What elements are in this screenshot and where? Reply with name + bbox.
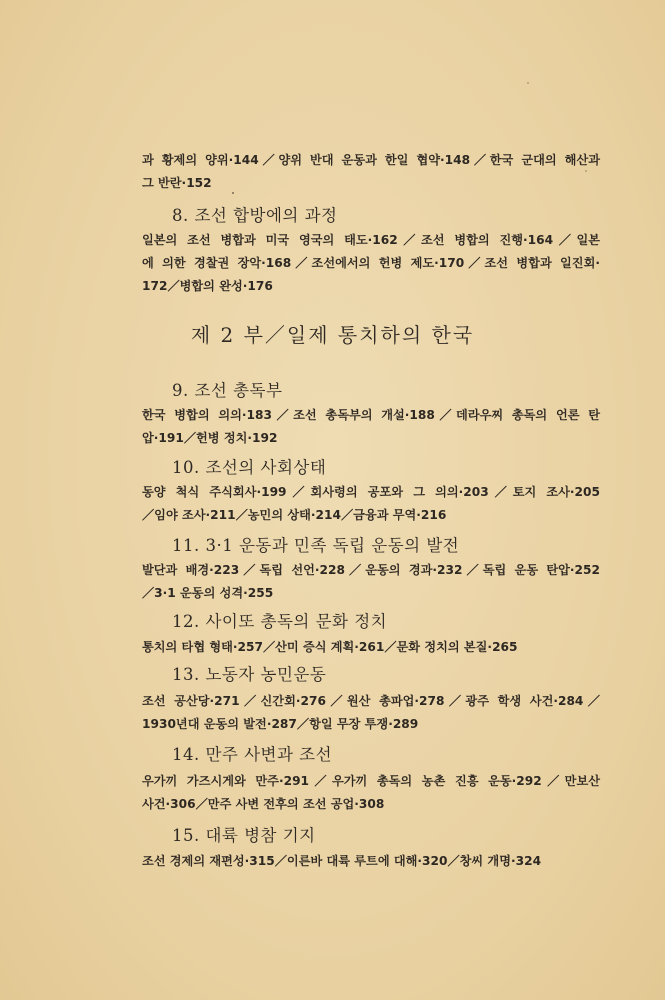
paper-speck: [585, 170, 587, 172]
toc-line: 1930년대 운동의 발전·287／항일 무장 투쟁·289: [142, 717, 419, 731]
toc-line: ／임야 조사·211／농민의 상태·214／금융과 무역·216: [142, 508, 447, 522]
toc-line: 발단과 배경·223／독립 선언·228／운동의 경과·232／독립 운동 탄압·252: [142, 563, 600, 577]
toc-line: 조선 경제의 재편성·315／이른바 대륙 루트에 대해·320／창씨 개명·324: [142, 854, 542, 868]
part-title: 제 2 부／일제 통치하의 한국: [190, 323, 475, 347]
toc-line: 그 반란·152: [142, 176, 212, 190]
toc-line: 우가끼 가즈시게와 만주·291／우가끼 총독의 농촌 진흥 운동·292／만보산: [142, 774, 600, 788]
toc-line: 사건·306／만주 사변 전후의 조선 공업·308: [142, 797, 385, 811]
paper-speck: [232, 192, 234, 194]
toc-line: 통치의 타협 형태·257／산미 증식 계획·261／문화 정치의 본질·265: [142, 640, 518, 654]
toc-line: 에 의한 경찰권 장악·168／조선에서의 헌병 제도·170／조선 병합과 일진회·: [142, 256, 600, 270]
chapter-heading: 11. 3·1 운동과 민족 독립 운동의 발전: [172, 536, 460, 555]
section-heading: 8. 조선 합방에의 과정: [172, 206, 338, 225]
toc-line: 일본의 조선 병합과 미국 영국의 태도·162／조선 병합의 진행·164／일본: [142, 233, 600, 247]
toc-line: 과 황제의 양위·144／양위 반대 운동과 한일 협약·148／한국 군대의 해산과: [142, 153, 600, 167]
chapter-heading: 13. 노동자 농민운동: [172, 665, 327, 684]
chapter-heading: 9. 조선 총독부: [172, 381, 283, 400]
toc-line: 조선 공산당·271／신간회·276／원산 총파업·278／광주 학생 사건·284／: [142, 694, 600, 708]
chapter-heading: 10. 조선의 사회상태: [172, 458, 327, 477]
chapter-heading: 15. 대륙 병참 기지: [172, 826, 316, 845]
toc-line: 172／병합의 완성·176: [142, 279, 273, 293]
paper-speck: [527, 82, 529, 84]
toc-line: ／3·1 운동의 성격·255: [142, 586, 274, 600]
toc-line: 한국 병합의 의의·183／조선 총독부의 개설·188／데라우찌 총독의 언론 탄: [142, 408, 600, 422]
chapter-heading: 14. 만주 사변과 조선: [172, 745, 333, 764]
toc-line: 동양 척식 주식회사·199／회사령의 공포와 그 의의·203／토지 조사·205: [142, 485, 600, 499]
chapter-heading: 12. 사이또 총독의 문화 정치: [172, 612, 388, 631]
toc-line: 압·191／헌병 정치·192: [142, 431, 278, 445]
